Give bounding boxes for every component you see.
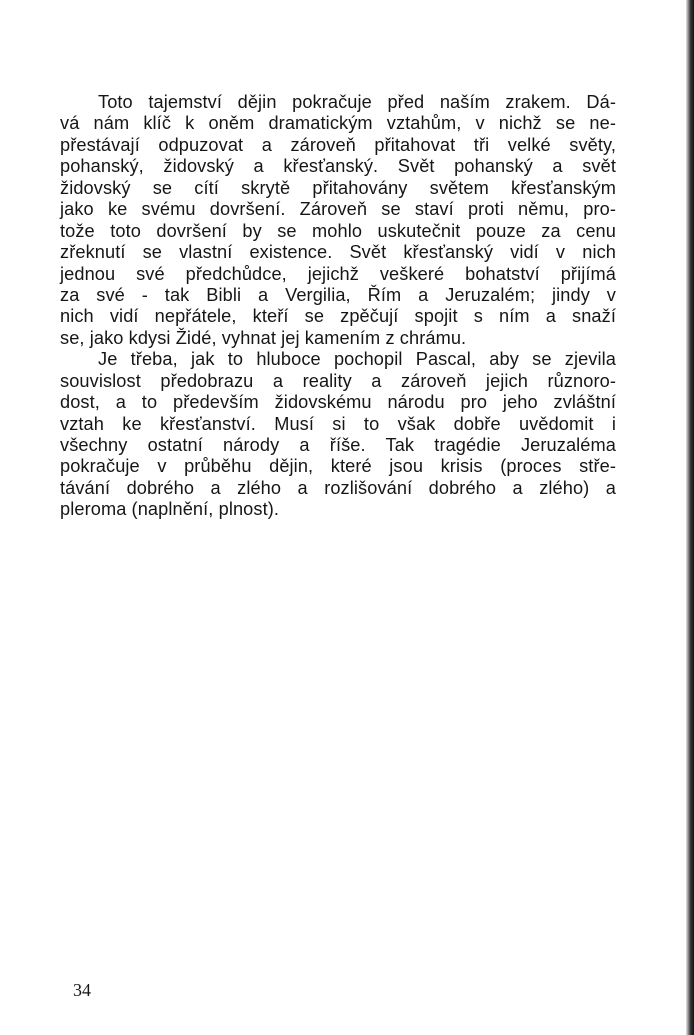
text-line: za své - tak Bibli a Vergilia, Řím a Jeruzalém; jindy v [60,284,616,305]
page-number: 34 [73,980,91,1000]
paragraph-1 [60,92,616,349]
paragraph-2 [60,349,616,521]
text-line: zřeknutí se vlastní existence. Svět křesťanský vidí v nich [60,242,616,263]
text-line: jednou své předchůdce, jejichž veškeré bohatství přijímá [60,263,616,284]
page-edge-shadow [686,0,694,1035]
text-line: nich vidí nepřátele, kteří se zpěčují spojit s ním a snaží [60,306,616,327]
text-line: se, jako kdysi Židé, vyhnat jej kamením z chrámu. [60,327,467,348]
text-line: přestávají odpuzovat a zároveň přitahovat tři velké světy, [60,134,616,155]
body-text [60,92,616,521]
text-line: souvislost předobrazu a reality a zároveň jejich různoro- [60,370,616,391]
text-line: Je třeba, jak to hluboce pochopil Pascal, aby se zjevila [98,349,616,370]
text-line: pleroma (naplnění, plnost). [60,499,280,520]
text-line: Toto tajemství dějin pokračuje před naším zrakem. Dá- [98,92,616,112]
text-line: vá nám klíč k oněm dramatickým vztahům, v nichž se ne- [60,113,616,134]
text-line: vztah ke křesťanství. Musí si to však dobře uvědomit i [60,413,616,434]
text-line: dost, a to především židovskému národu pro jeho zvláštní [60,392,616,413]
text-line: všechny ostatní národy a říše. Tak tragédie Jeruzaléma [60,435,616,455]
text-line: pokračuje v průběhu dějin, které jsou krisis (proces stře- [60,456,616,477]
text-line: távání dobrého a zlého a rozlišování dobrého a zlého) a [60,477,616,498]
text-line: židovský se cítí skrytě přitahovány světem křesťanským [60,177,616,198]
text-line: tože toto dovršení by se mohlo uskutečnit pouze za cenu [60,220,616,241]
text-line: jako ke svému dovršení. Zároveň se staví proti němu, pro- [60,199,616,220]
text-line: pohanský, židovský a křesťanský. Svět pohanský a svět [60,156,616,177]
